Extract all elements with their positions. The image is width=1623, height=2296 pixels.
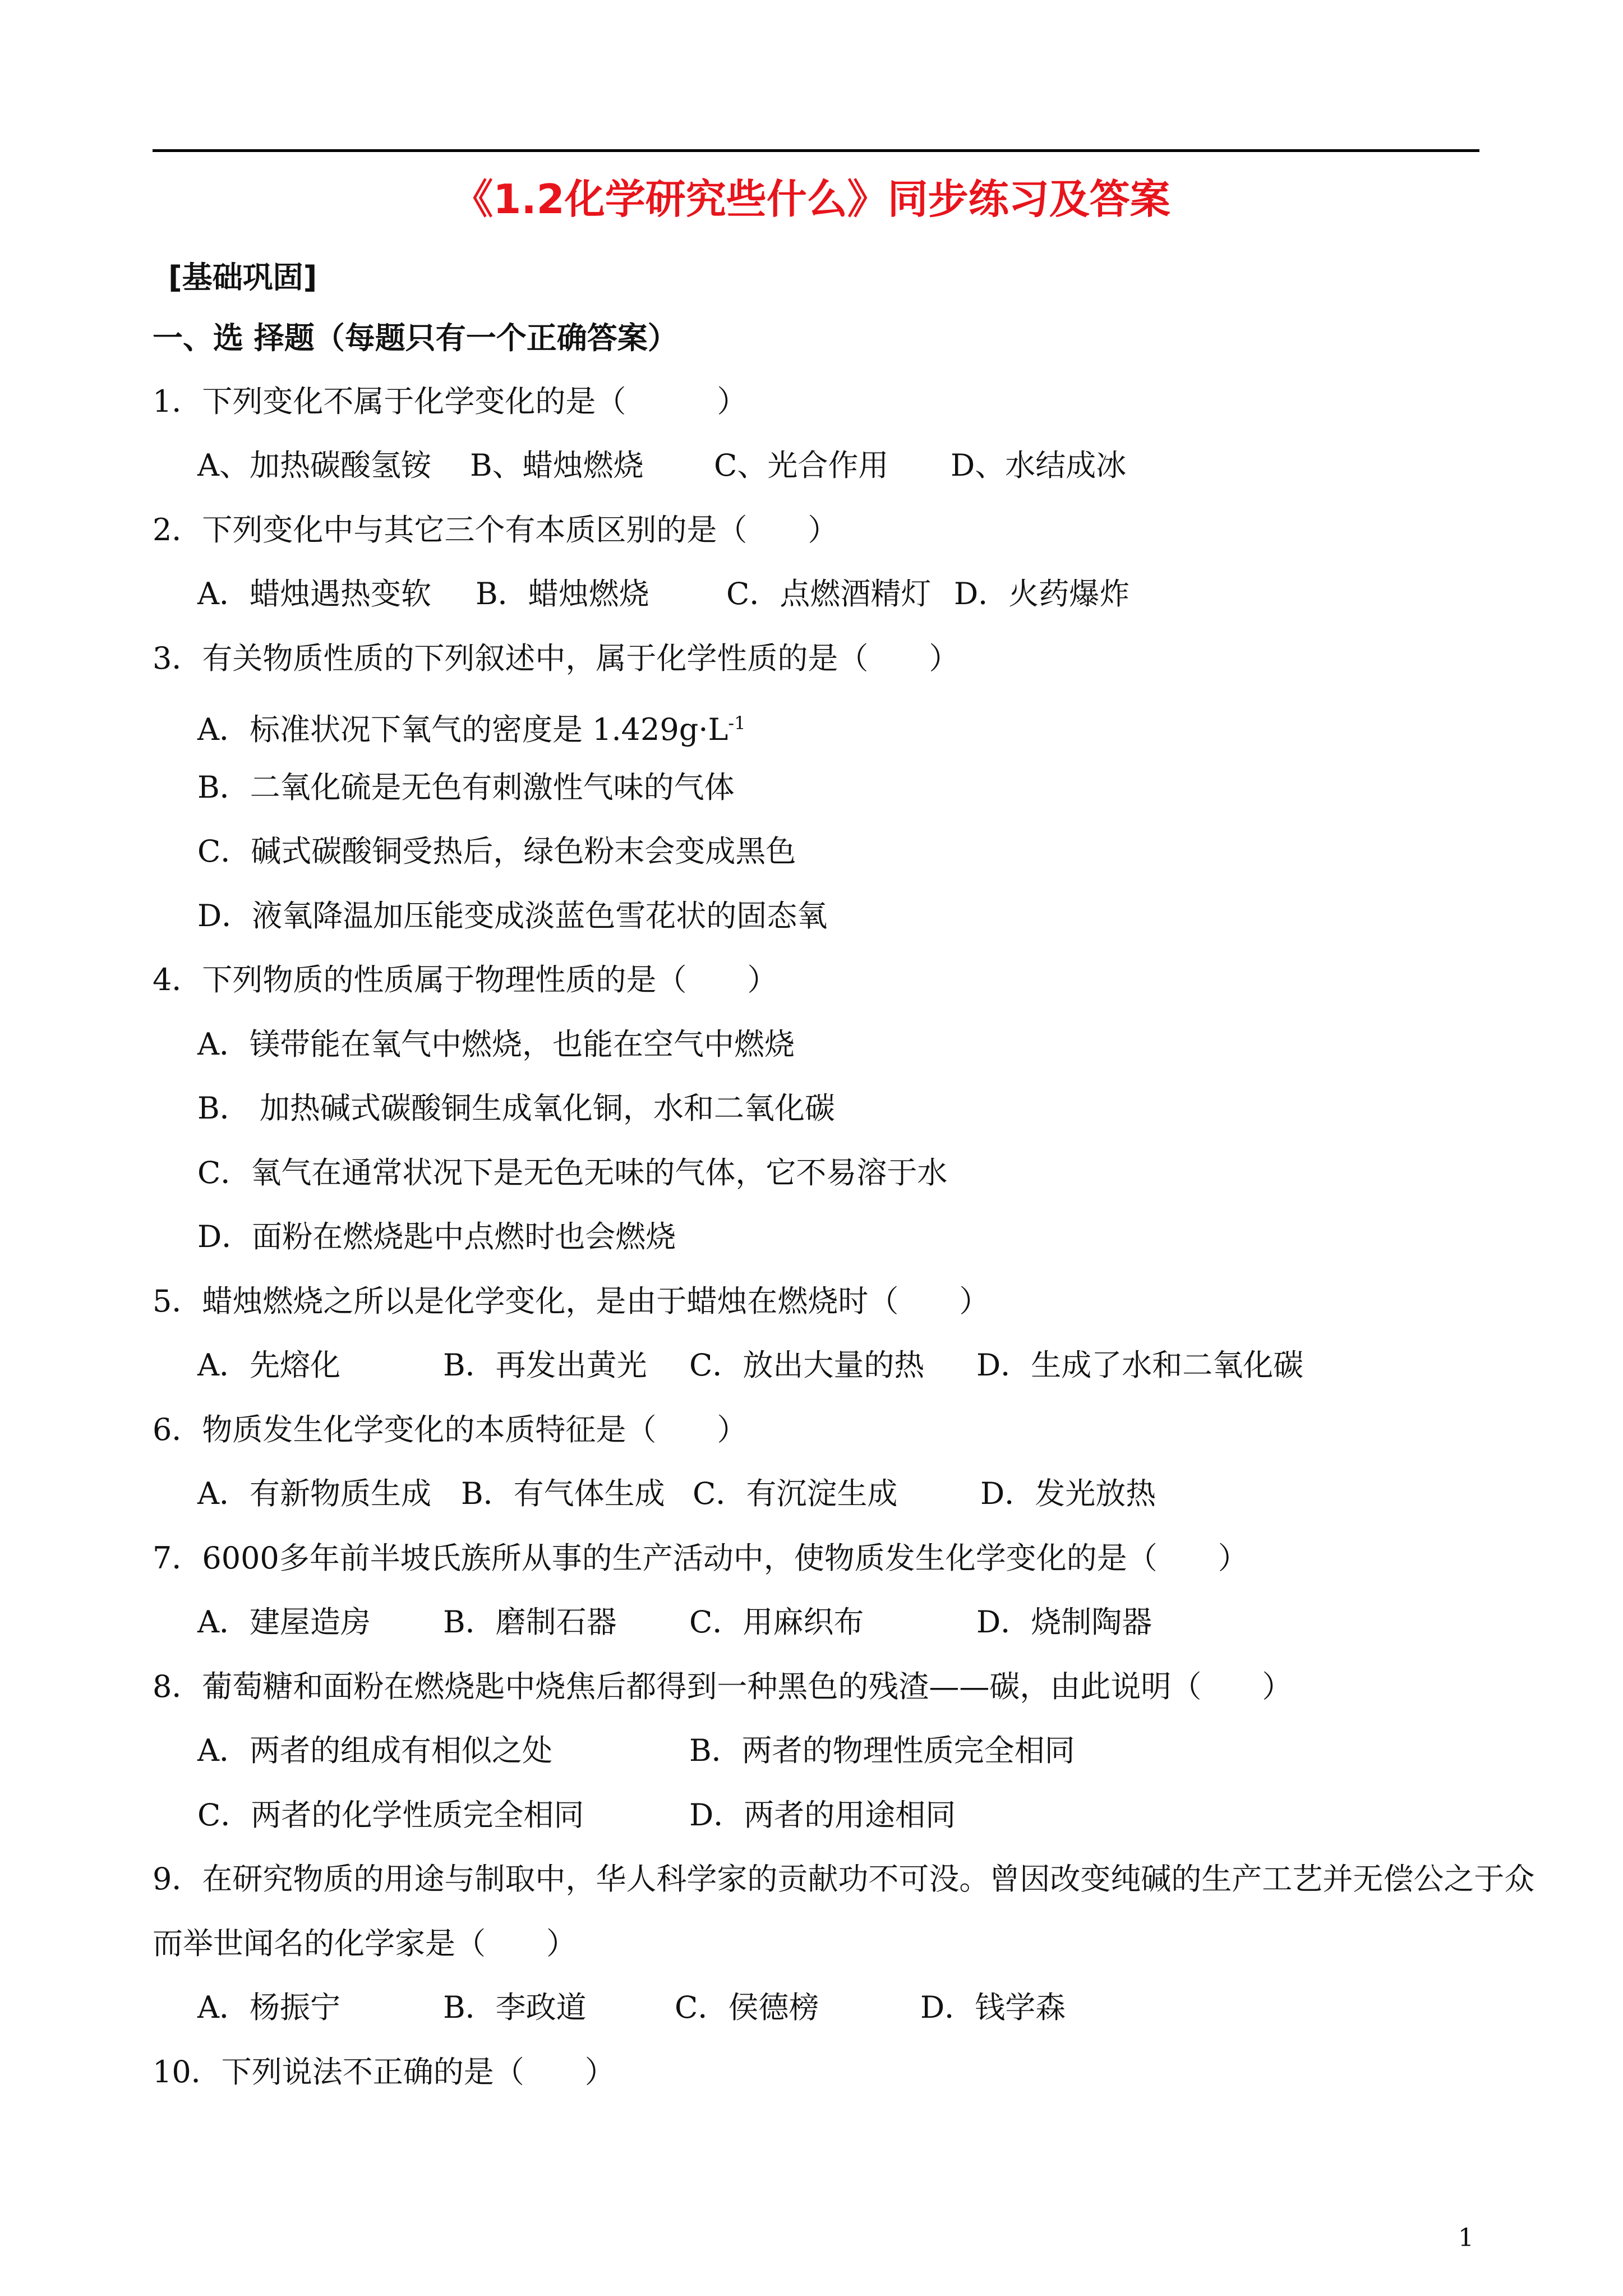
q5-option-a: A．先熔化 bbox=[197, 1347, 340, 1383]
header-rule bbox=[153, 149, 1479, 152]
section-label: [基础巩固] bbox=[168, 260, 317, 295]
q6-option-b: B．有气体生成 bbox=[461, 1476, 665, 1511]
question-2-stem: 2．下列变化中与其它三个有本质区别的是（ ） bbox=[153, 512, 838, 547]
q3-option-b: B．二氧化硫是无色有刺激性气味的气体 bbox=[197, 770, 735, 805]
q2-option-c: C．点燃酒精灯 bbox=[726, 576, 932, 611]
q4-option-b: B． 加热碱式碳酸铜生成氧化铜，水和二氧化碳 bbox=[197, 1091, 835, 1126]
q6-option-c: C．有沉淀生成 bbox=[693, 1476, 898, 1511]
q1-option-a: A、加热碳酸氢铵 bbox=[197, 448, 431, 483]
q9-option-a: A．杨振宁 bbox=[197, 1990, 340, 2025]
question-3-stem: 3．有关物质性质的下列叙述中，属于化学性质的是（ ） bbox=[153, 641, 960, 676]
q8-option-c: C．两者的化学性质完全相同 bbox=[197, 1797, 584, 1833]
q7-option-d: D．烧制陶器 bbox=[976, 1604, 1152, 1640]
q8-option-b: B．两者的物理性质完全相同 bbox=[689, 1733, 1075, 1768]
q1-option-d: D、水结成冰 bbox=[951, 448, 1127, 483]
question-5-stem: 5．蜡烛燃烧之所以是化学变化，是由于蜡烛在燃烧时（ ） bbox=[153, 1283, 990, 1319]
q9-option-b: B．李政道 bbox=[443, 1990, 587, 2025]
page-number: 1 bbox=[1458, 2224, 1474, 2252]
question-1-stem: 1．下列变化不属于化学变化的是（ ） bbox=[153, 384, 748, 419]
part-heading: 一、选 择题（每题只有一个正确答案） bbox=[153, 320, 678, 356]
q9-option-c: C．侯德榜 bbox=[675, 1990, 819, 2025]
q1-option-b: B、蜡烛燃烧 bbox=[470, 448, 644, 483]
q1-option-c: C、光合作用 bbox=[714, 448, 889, 483]
document-title: 《1.2化学研究些什么》同步练习及答案 bbox=[453, 176, 1170, 223]
question-4-stem: 4．下列物质的性质属于物理性质的是（ ） bbox=[153, 962, 778, 997]
q2-option-b: B．蜡烛燃烧 bbox=[476, 576, 649, 611]
question-9-stem: 9．在研究物质的用途与制取中，华人科学家的贡献功不可没。曾因改变纯碱的生产工艺并无偿公之于众 bbox=[153, 1861, 1535, 1897]
question-6-stem: 6．物质发生化学变化的本质特征是（ ） bbox=[153, 1412, 748, 1447]
q3-option-a bbox=[197, 701, 746, 752]
q3-option-c: C．碱式碳酸铜受热后，绿色粉末会变成黑色 bbox=[197, 834, 796, 869]
q7-option-b: B．磨制石器 bbox=[443, 1604, 617, 1640]
q7-option-a: A．建屋造房 bbox=[197, 1604, 371, 1640]
question-9-stem-continued: 而举世闻名的化学家是（ ） bbox=[153, 1926, 577, 1961]
q7-option-c: C．用麻织布 bbox=[689, 1604, 864, 1640]
q2-option-d: D．火药爆炸 bbox=[954, 576, 1130, 611]
question-7-stem: 7．6000多年前半坡氏族所从事的生产活动中，使物质发生化学变化的是（ ） bbox=[153, 1540, 1248, 1576]
q5-option-b: B．再发出黄光 bbox=[443, 1347, 647, 1383]
q3-option-a-superscript: -1 bbox=[728, 712, 746, 734]
q3-option-a-text: A．标准状况下氧气的密度是 1.429g·L bbox=[197, 712, 728, 747]
q2-option-a: A．蜡烛遇热变软 bbox=[197, 576, 431, 611]
question-10-stem: 10．下列说法不正确的是（ ） bbox=[153, 2054, 615, 2090]
q6-option-a: A．有新物质生成 bbox=[197, 1476, 431, 1511]
q5-option-d: D．生成了水和二氧化碳 bbox=[976, 1347, 1304, 1383]
q5-option-c: C．放出大量的热 bbox=[689, 1347, 925, 1383]
q4-option-c: C．氧气在通常状况下是无色无味的气体，它不易溶于水 bbox=[197, 1155, 948, 1190]
question-8-stem: 8．葡萄糖和面粉在燃烧匙中烧焦后都得到一种黑色的残渣——碳，由此说明（ ） bbox=[153, 1669, 1293, 1704]
q4-option-a: A．镁带能在氧气中燃烧，也能在空气中燃烧 bbox=[197, 1027, 795, 1062]
q8-option-d: D．两者的用途相同 bbox=[689, 1797, 956, 1833]
q9-option-d: D．钱学森 bbox=[920, 1990, 1066, 2025]
q3-option-d: D．液氧降温加压能变成淡蓝色雪花状的固态氧 bbox=[197, 898, 828, 933]
q8-option-a: A．两者的组成有相似之处 bbox=[197, 1733, 552, 1768]
q6-option-d: D．发光放热 bbox=[980, 1476, 1156, 1511]
q4-option-d: D．面粉在燃烧匙中点燃时也会燃烧 bbox=[197, 1219, 676, 1254]
